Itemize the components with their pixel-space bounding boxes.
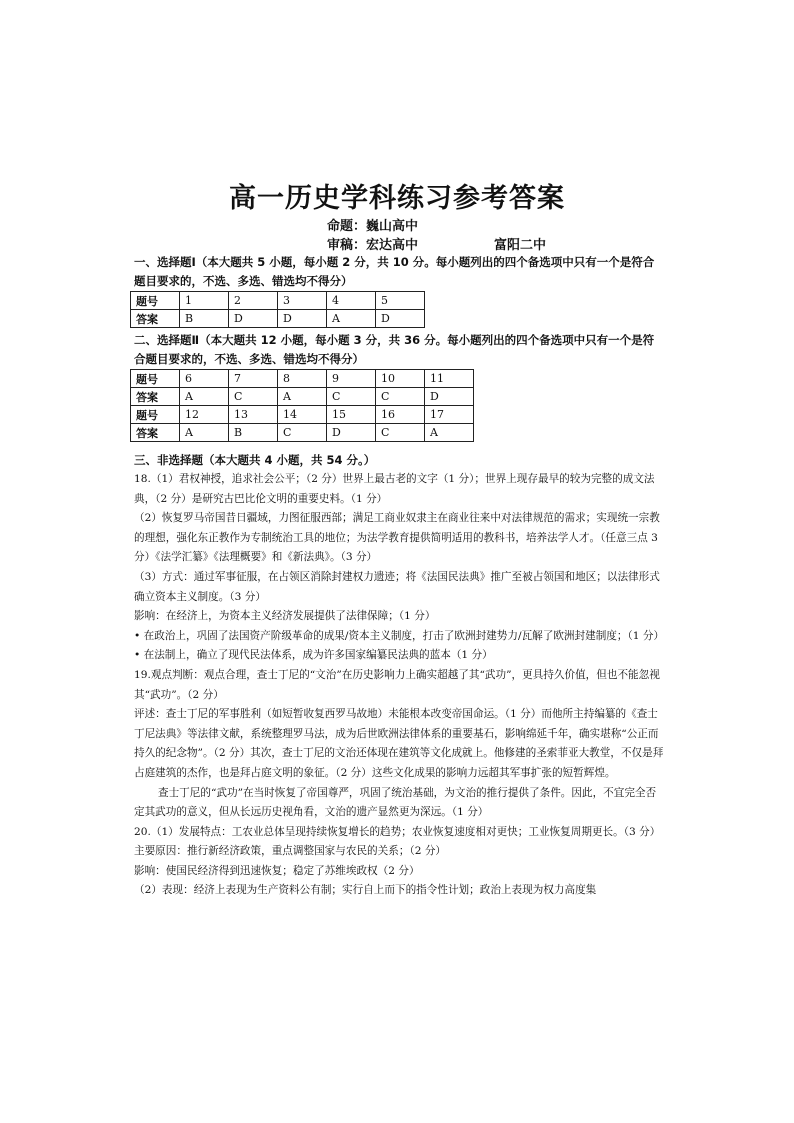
table-cell: 10 [376, 370, 425, 388]
section1-heading: 一、选择题Ⅰ（本大题共 5 小题，每小题 2 分，共 10 分。每小题列出的四个备选项中只有一个是符合题目要求的，不选、多选、错选均不得分） [134, 255, 655, 288]
answer-bullet: • 在政治上，巩固了法国资产阶级革命的成果/资本主义制度，打击了欧洲封建势力/瓦解了欧洲封建制度；（1 分） [134, 629, 665, 642]
proposer-label: 命题：巍山高中 [327, 219, 419, 234]
section3-body [134, 470, 664, 901]
table-row [131, 424, 474, 442]
section3-heading: 三、非选择题（本大题共 4 小题，共 54 分。） [134, 453, 376, 467]
table-row [131, 370, 474, 388]
page-title: 高一历史学科练习参考答案 [229, 183, 565, 214]
table-cell: 6 [180, 370, 229, 388]
table-header-cell: 题号 [131, 370, 180, 388]
table-cell: C [376, 424, 425, 442]
table-cell: 7 [229, 370, 278, 388]
answer-paragraph: 19.观点判断：观点合理，查士丁尼的“文治”在历史影响力上确实超越了其“武功”，更具持久价值，但也不能忽视其“武功”。（2 分） [134, 668, 660, 701]
answer-paragraph: 查士丁尼的“武功”在当时恢复了帝国尊严，巩固了统治基础，为文治的推行提供了条件。因此，不宜完全否定其武功的意义，但从长远历史视角看，文治的遗产显然更为深远。（1 分） [134, 786, 657, 819]
table-cell: 5 [376, 292, 425, 310]
section2-answer-table [130, 369, 474, 442]
answer-paragraph: 18.（1）君权神授，追求社会公平；（2 分）世界上最古老的文字（1 分）；世界上现存最早的较为完整的成文法典，（2 分）是研究古巴比伦文明的重要史料。（1 分） [134, 473, 655, 505]
table-cell: D [327, 424, 376, 442]
table-cell: A [327, 310, 376, 328]
answer-paragraph: 影响：在经济上，为资本主义经济发展提供了法律保障；（1 分） [134, 610, 436, 623]
table-cell: 16 [376, 406, 425, 424]
answer-bullet: • 在法制上，确立了现代民法体系，成为许多国家编纂民法典的蓝本（1 分） [134, 649, 493, 662]
table-cell: D [278, 310, 327, 328]
table-cell: 14 [278, 406, 327, 424]
answer-paragraph: 主要原因：推行新经济政策，重点调整国家与农民的关系；（2 分） [134, 845, 447, 858]
table-cell: 12 [180, 406, 229, 424]
table-cell: C [376, 388, 425, 406]
table-cell: 17 [425, 406, 474, 424]
table-row [131, 406, 474, 424]
table-cell: B [180, 310, 229, 328]
table-header-cell: 答案 [131, 310, 180, 328]
table-cell: 13 [229, 406, 278, 424]
table-cell: A [278, 388, 327, 406]
answer-paragraph: 评述：查士丁尼的军事胜利（如短暂收复西罗马故地）未能根本改变帝国命运。（1 分）而他所主持编纂的《查士丁尼法典》等法律文献，系统整理罗马法，成为后世欧洲法律体系的重要基石，影响绵延千年，确实堪称“公正而持久的纪念物”。（2 分）其次，查士丁尼的文治还体现在建筑等文化成就上。他修建的圣索菲亚大教堂，不仅是拜占庭建筑的杰作，也是拜占庭文明的象征。（2 分）这些文化成果的影响力远超其军事扩张的短暂辉煌。 [134, 708, 664, 779]
reviewer-second: 富阳二中 [494, 238, 547, 253]
section2-heading: 二、选择题Ⅱ（本大题共 12 小题，每小题 3 分，共 36 分。每小题列出的四个备选项中只有一个是符合题目要求的，不选、多选、错选均不得分） [134, 333, 655, 366]
table-cell: D [425, 388, 474, 406]
table-row [131, 388, 474, 406]
table-cell: 8 [278, 370, 327, 388]
table-cell: C [327, 388, 376, 406]
table-cell: C [278, 424, 327, 442]
table-cell: 4 [327, 292, 376, 310]
table-cell: 11 [425, 370, 474, 388]
reviewer-label: 审稿：宏达高中 [327, 238, 419, 253]
table-row [131, 292, 425, 310]
table-cell: D [376, 310, 425, 328]
table-header-cell: 题号 [131, 292, 180, 310]
table-cell: B [229, 424, 278, 442]
answer-paragraph: （2）表现：经济上表现为生产资料公有制；实行自上而下的指令性计划；政治上表现为权力高度集 [134, 884, 597, 897]
table-cell: A [180, 424, 229, 442]
table-header-cell: 答案 [131, 424, 180, 442]
answer-paragraph: （3）方式：通过军事征服，在占领区消除封建权力遗迹；将《法国民法典》推广至被占领国和地区；以法律形式确立资本主义制度。（3 分） [134, 570, 660, 603]
table-cell: 2 [229, 292, 278, 310]
table-cell: A [425, 424, 474, 442]
table-header-cell: 题号 [131, 406, 180, 424]
table-cell: C [229, 388, 278, 406]
table-cell: 3 [278, 292, 327, 310]
table-header-cell: 答案 [131, 388, 180, 406]
table-cell: 9 [327, 370, 376, 388]
section1-answer-table [130, 291, 425, 328]
table-cell: D [229, 310, 278, 328]
answer-paragraph: （2）恢复罗马帝国昔日疆域，力图征服西部；满足工商业奴隶主在商业往来中对法律规范的需求；实现统一宗教的理想，强化东正教作为专制统治工具的地位；为法学教育提供简明适用的教科书，培养法学人才。（任意三点 3 分）《法学汇纂》《法理概要》和《新法典》。（3 分） [134, 512, 660, 564]
table-cell: 1 [180, 292, 229, 310]
table-cell: A [180, 388, 229, 406]
answer-paragraph: 影响：使国民经济得到迅速恢复；稳定了苏维埃政权（2 分） [134, 864, 420, 877]
table-row [131, 310, 425, 328]
answer-paragraph: 20.（1）发展特点：工农业总体呈现持续恢复增长的趋势；农业恢复速度相对更快；工业恢复周期更长。（3 分） [134, 825, 661, 838]
table-cell: 15 [327, 406, 376, 424]
